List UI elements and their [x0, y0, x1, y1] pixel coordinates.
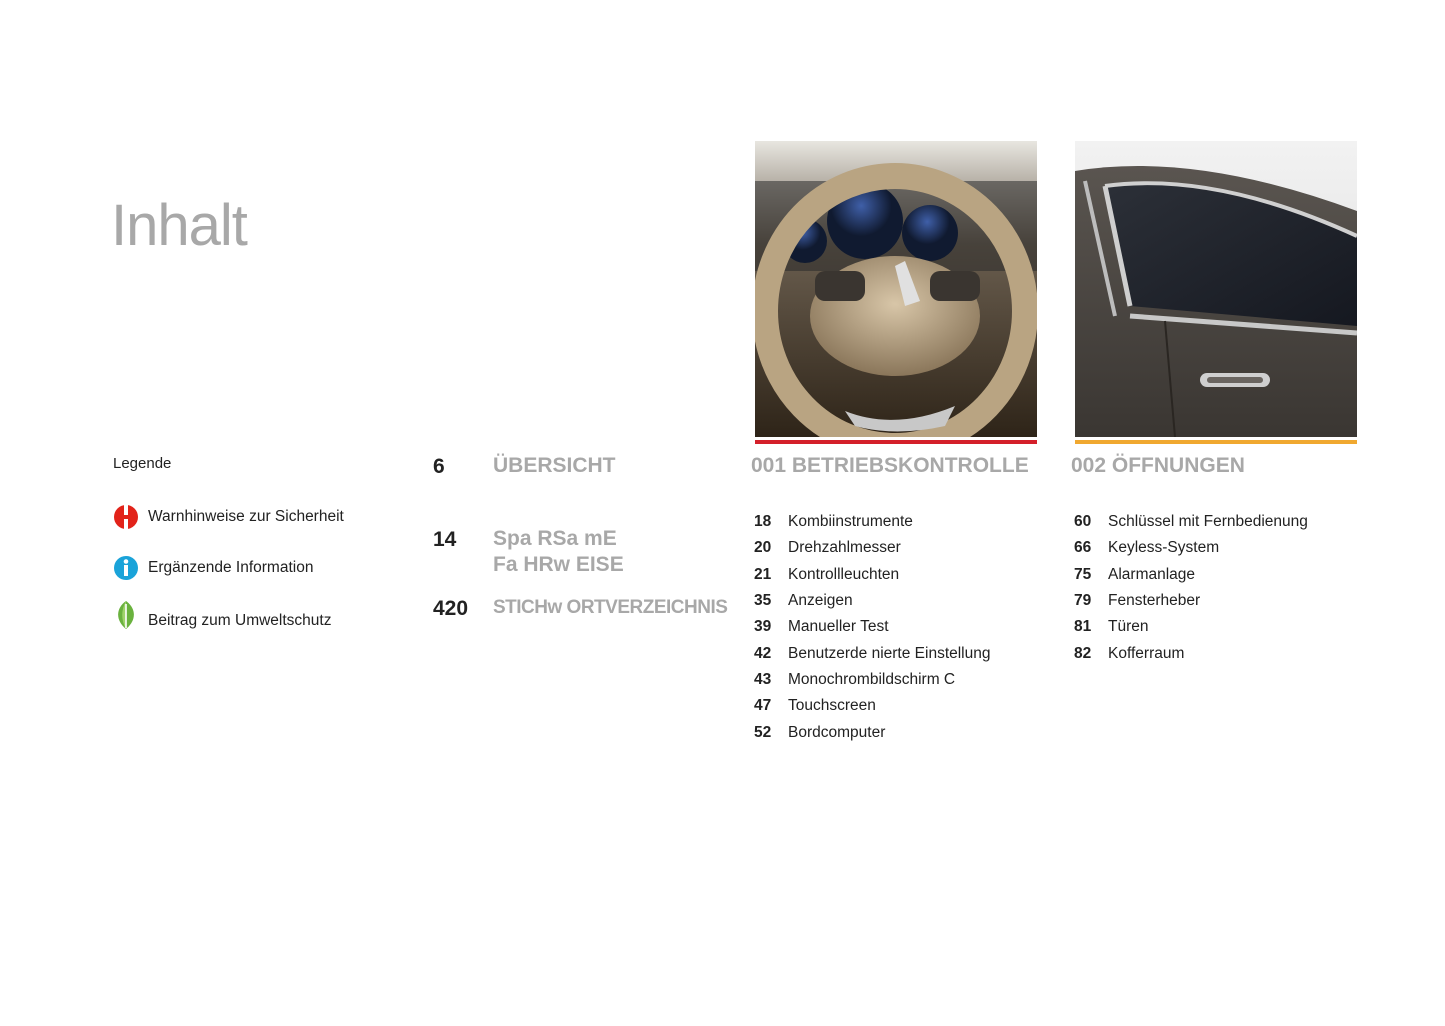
toc-entry[interactable]: 81 Türen — [1074, 618, 1149, 636]
toc-entry[interactable]: 79 Fensterheber — [1074, 592, 1201, 610]
toc-entry[interactable]: 21 Kontrollleuchten — [754, 565, 900, 583]
car-door-photo — [1075, 141, 1357, 437]
toc-entry[interactable]: 18 Kombiinstrumente — [754, 513, 913, 531]
section-title-002[interactable]: 002 ÖFFNUNGEN — [1071, 454, 1245, 477]
toc-entry[interactable]: 47 Touchscreen — [754, 697, 876, 715]
section-title-001[interactable]: 001 BETRIEBSKONTROLLE — [751, 454, 1029, 477]
legend-label-warning: Warnhinweise zur Sicherheit — [148, 508, 344, 525]
chapter-page: 420 — [433, 597, 469, 620]
section-accent-bar — [1075, 440, 1357, 444]
toc-list-001 — [754, 509, 991, 746]
toc-entry[interactable]: 39 Manueller Test — [754, 618, 889, 636]
chapter-title-line2: Fa HRw EISE — [493, 553, 624, 576]
legend-item-environment — [113, 600, 331, 630]
toc-entry[interactable]: 82 Kofferraum — [1074, 644, 1185, 662]
legend-heading: Legende — [113, 455, 172, 472]
legend-item-warning — [113, 504, 344, 530]
steering-wheel-photo — [755, 141, 1037, 437]
page-title: Inhalt — [111, 193, 247, 258]
legend-label-environment: Beitrag zum Umweltschutz — [148, 612, 332, 629]
toc-entry[interactable]: 52 Bordcomputer — [754, 723, 886, 741]
toc-entry[interactable]: 35 Anzeigen — [754, 592, 853, 610]
toc-entry[interactable]: 42 Benutzerde nierte Einstellung — [754, 644, 991, 662]
toc-entry[interactable]: 75 Alarmanlage — [1074, 565, 1196, 583]
chapter-title: STICHw ORTVERZEICHNIS — [493, 597, 728, 618]
chapter-title-line1: Spa RSa mE — [493, 527, 617, 550]
toc-entry[interactable]: 60 Schlüssel mit Fernbedienung — [1074, 513, 1308, 531]
legend-item-info — [113, 555, 313, 581]
info-icon — [113, 555, 139, 581]
warning-icon — [113, 504, 139, 530]
chapter-page: 6 — [433, 455, 445, 478]
leaf-icon — [113, 600, 139, 630]
chapter-title: ÜBERSICHT — [493, 454, 616, 477]
legend-label-info: Ergänzende Information — [148, 559, 314, 576]
toc-entry[interactable]: 20 Drehzahlmesser — [754, 539, 901, 557]
toc-list-002 — [1074, 509, 1308, 667]
toc-entry[interactable]: 43 Monochrombildschirm C — [754, 670, 956, 688]
toc-entry[interactable]: 66 Keyless-System — [1074, 539, 1220, 557]
section-accent-bar — [755, 440, 1037, 444]
chapter-page: 14 — [433, 528, 457, 551]
